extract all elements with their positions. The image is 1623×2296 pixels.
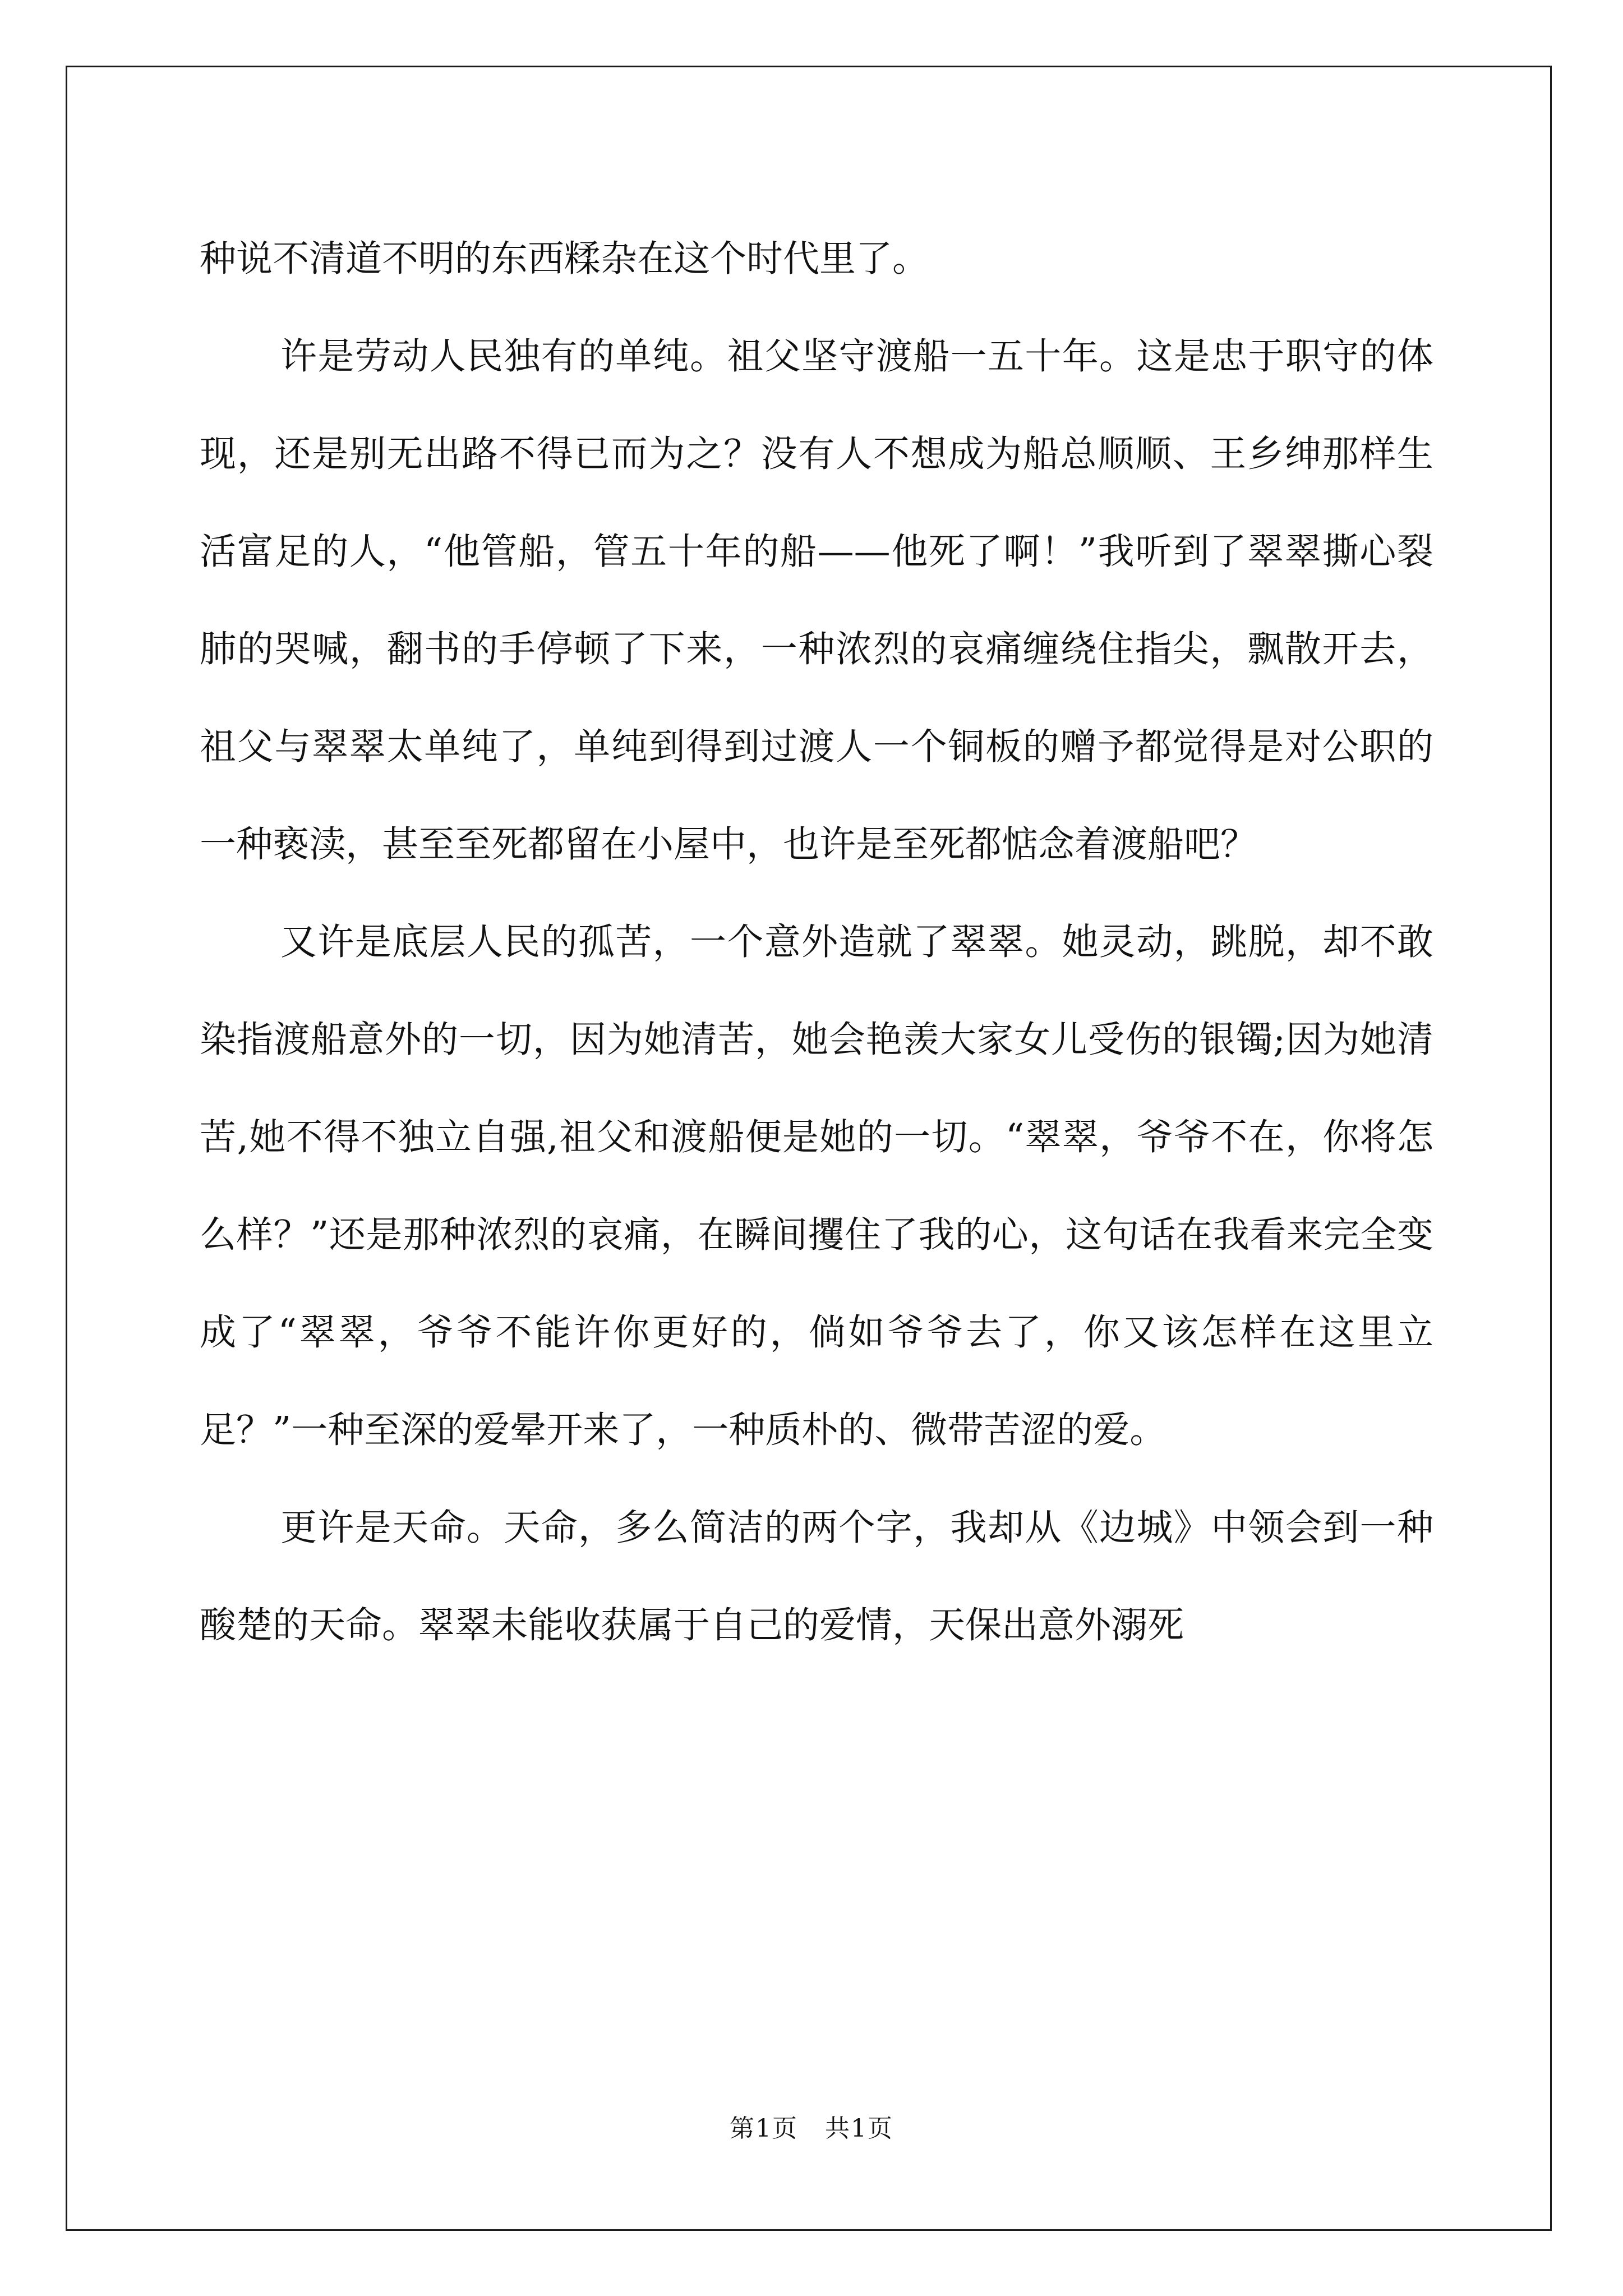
paragraph: 许是劳动人民独有的单纯。祖父坚守渡船一五十年。这是忠于职守的体现，还是别无出路不得已而为之？没有人不想成为船总顺顺、王乡绅那样生活富足的人，“他管船，管五十年的船——他死了啊！”我听到了翠翠撕心裂肺的哭喊，翻书的手停顿了下来，一种浓烈的哀痛缠绕住指尖，飘散开去，祖父与翠翠太单纯了，单纯到得到过渡人一个铜板的赠予都觉得是对公职的一种亵渎，甚至至死都留在小屋中，也许是至死都惦念着渡船吧？ xyxy=(200,335,1433,866)
page-total: 共1页 xyxy=(824,2114,893,2143)
document-body xyxy=(200,210,1433,1674)
paragraph-continuation: 种说不清道不明的东西糅杂在这个时代里了。 xyxy=(200,238,929,280)
paragraph: 更许是天命。天命，多么简洁的两个字，我却从《边城》中领会到一种酸楚的天命。翠翠未能收获属于自己的爱情，天保出意外溺死 xyxy=(200,1507,1433,1646)
page-number: 第1页 xyxy=(730,2114,799,2143)
page-footer xyxy=(0,2108,1623,2144)
paragraph: 又许是底层人民的孤苦，一个意外造就了翠翠。她灵动，跳脱，却不敢染指渡船意外的一切，因为她清苦，她会艳羡大家女儿受伤的银镯;因为她清苦,她不得不独立自强,祖父和渡船便是她的一切。“翠翠，爷爷不在，你将怎么样？”还是那种浓烈的哀痛，在瞬间攫住了我的心，这句话在我看来完全变成了“翠翠，爷爷不能许你更好的，倘如爷爷去了，你又该怎样在这里立足？”一种至深的爱晕开来了，一种质朴的、微带苦涩的爱。 xyxy=(200,921,1433,1451)
